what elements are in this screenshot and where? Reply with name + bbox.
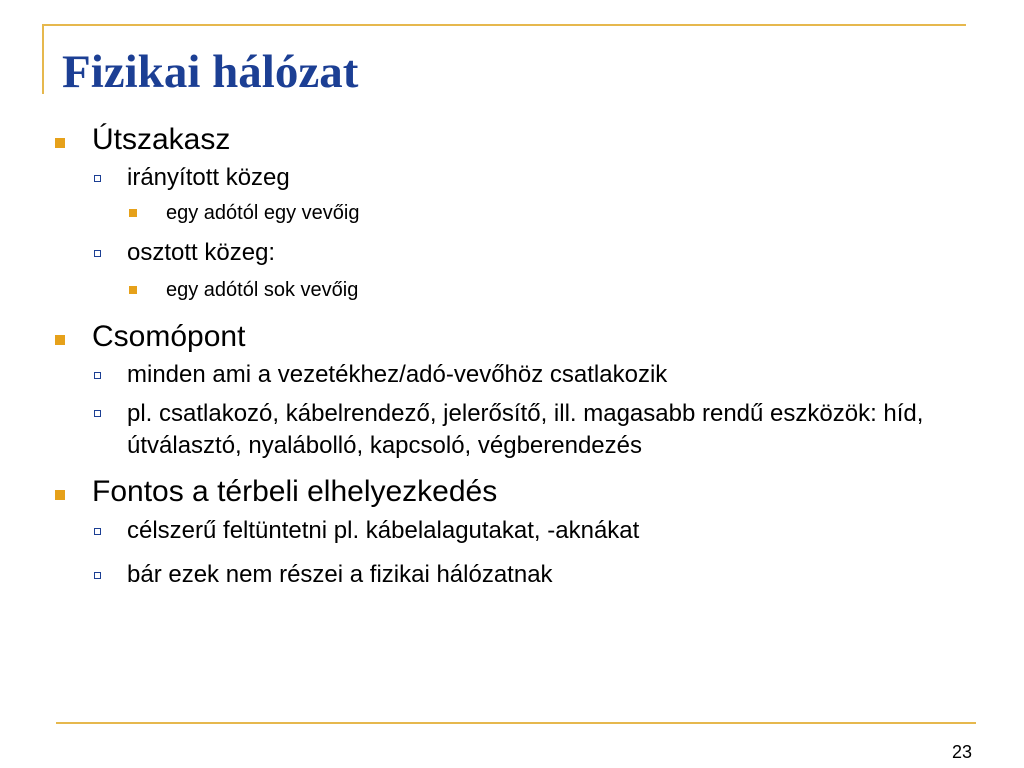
bullet-text: Útszakasz (92, 123, 231, 156)
bullet-text: pl. csatlakozó, kábelrendező, jelerősítő, ill. magasabb rendű eszközök: híd, útválasztó, nyalábolló, kapcsoló, végberendezés (127, 400, 924, 459)
bullet-text: osztott közeg: (127, 239, 276, 266)
bullet-level3 (0, 277, 1024, 303)
top-border-line (42, 24, 966, 26)
square-bullet-icon (129, 286, 137, 294)
hollow-square-bullet-icon (94, 250, 101, 257)
square-bullet-icon (55, 138, 65, 148)
bullet-text: célszerű feltüntetni pl. kábelalagutakat, -aknákat (127, 517, 640, 544)
bullet-text: Fontos a térbeli elhelyezkedés (92, 475, 498, 508)
bullet-level2 (0, 238, 1024, 268)
slide-title: Fizikai hálózat (62, 46, 359, 98)
bullet-text: egy adótól sok vevőig (166, 279, 359, 301)
bullet-level1 (0, 319, 1024, 355)
hollow-square-bullet-icon (94, 528, 101, 535)
bullet-text: bár ezek nem részei a fizikai hálózatnak (127, 561, 553, 588)
bullet-level2 (0, 516, 1024, 546)
bottom-border-line (56, 722, 976, 724)
bullet-level3 (0, 200, 1024, 226)
hollow-square-bullet-icon (94, 410, 101, 417)
left-border-line (42, 24, 44, 94)
square-bullet-icon (55, 335, 65, 345)
bullet-text: irányított közeg (127, 164, 290, 191)
bullet-level2 (0, 398, 1024, 462)
bullet-level1 (0, 122, 1024, 158)
bullet-level2 (0, 360, 1024, 390)
square-bullet-icon (55, 490, 65, 500)
hollow-square-bullet-icon (94, 372, 101, 379)
bullet-text: egy adótól egy vevőig (166, 202, 360, 224)
page-number: 23 (951, 742, 972, 762)
bullet-level2 (0, 163, 1024, 193)
bullet-level2 (0, 560, 1024, 590)
square-bullet-icon (129, 209, 137, 217)
hollow-square-bullet-icon (94, 175, 101, 182)
bullet-level1 (0, 474, 1024, 510)
hollow-square-bullet-icon (94, 572, 101, 579)
bullet-list (0, 120, 1024, 590)
bullet-text: minden ami a vezetékhez/adó-vevőhöz csatlakozik (127, 361, 668, 388)
bullet-text: Csomópont (92, 320, 246, 353)
